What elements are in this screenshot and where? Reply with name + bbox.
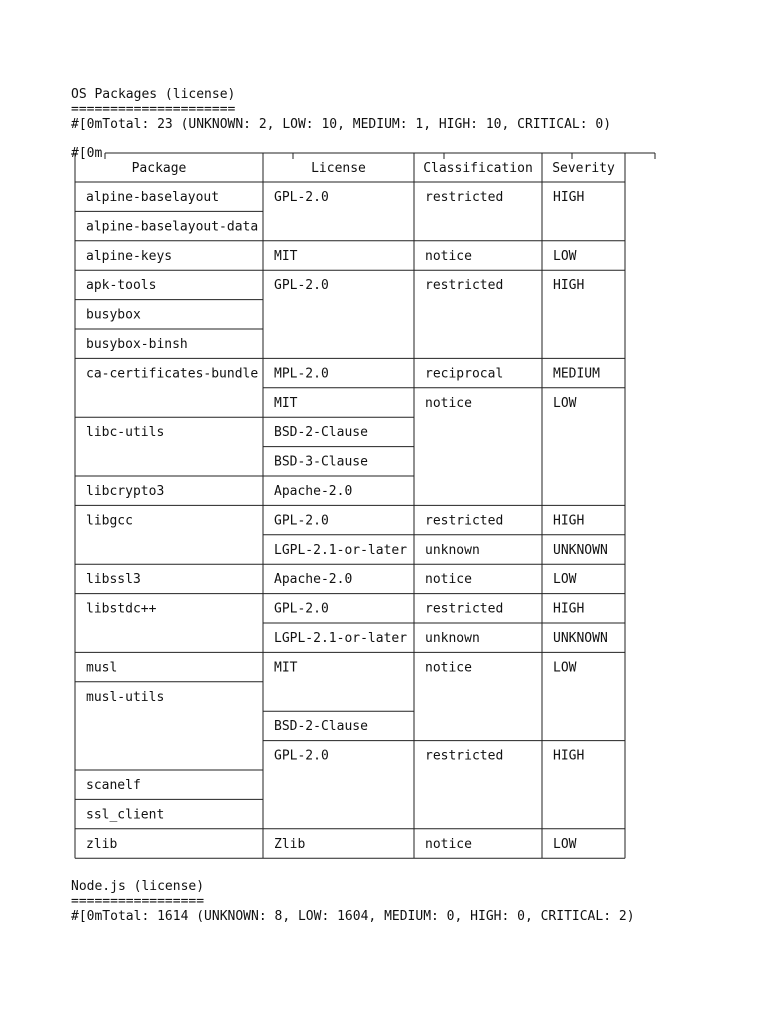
license-cell: BSD-2-Clause [274, 719, 368, 735]
node-total-summary: #[0mTotal: 1614 (UNKNOWN: 8, LOW: 1604, MEDIUM: 0, HIGH: 0, CRITICAL: 2) [71, 909, 635, 924]
package-cell: alpine-keys [86, 248, 173, 264]
header-classification: Classification [423, 161, 533, 176]
package-cell: libcrypto3 [86, 484, 165, 499]
classification-cell: notice [425, 248, 472, 264]
severity-cell: HIGH [553, 190, 585, 205]
severity-cell: MEDIUM [553, 366, 600, 382]
package-cell: alpine-baselayout-data [86, 219, 259, 235]
classification-cell: notice [425, 836, 472, 852]
header-severity: Severity [552, 161, 615, 176]
package-cell: musl [86, 660, 118, 676]
os-total-summary: #[0mTotal: 23 (UNKNOWN: 2, LOW: 10, MEDIUM: 1, HIGH: 10, CRITICAL: 0) [71, 117, 612, 132]
package-cell: apk-tools [86, 278, 157, 294]
severity-cell: UNKNOWN [553, 631, 608, 646]
license-cell: GPL-2.0 [274, 278, 329, 294]
package-cell: busybox [86, 307, 141, 323]
license-cell: BSD-2-Clause [274, 425, 368, 441]
package-cell: libc-utils [86, 425, 165, 441]
license-cell: MPL-2.0 [274, 366, 329, 382]
severity-cell: LOW [553, 248, 577, 264]
severity-cell: HIGH [553, 278, 585, 294]
severity-cell: HIGH [553, 513, 585, 529]
package-cell: scanelf [86, 778, 141, 793]
severity-cell: HIGH [553, 601, 585, 617]
license-cell: MIT [274, 248, 298, 264]
classification-cell: restricted [425, 190, 504, 205]
severity-cell: LOW [553, 572, 577, 588]
package-cell: ca-certificates-bundle [86, 366, 259, 382]
package-cell: alpine-baselayout [86, 190, 220, 205]
severity-cell: LOW [553, 836, 577, 852]
severity-cell: UNKNOWN [553, 542, 608, 558]
severity-cell: LOW [553, 395, 577, 411]
package-cell: libssl3 [86, 572, 141, 588]
package-cell: zlib [86, 836, 118, 852]
license-cell: Zlib [274, 836, 306, 852]
package-cell: musl-utils [86, 689, 165, 705]
license-cell: GPL-2.0 [274, 513, 329, 529]
package-cell: busybox-binsh [86, 337, 188, 352]
classification-cell: unknown [425, 631, 480, 646]
node-section-title: Node.js (license) [71, 879, 205, 894]
severity-cell: LOW [553, 660, 577, 676]
os-section-underline: ===================== [71, 102, 236, 117]
license-cell: MIT [274, 395, 298, 411]
classification-cell: notice [425, 660, 472, 676]
header-license: License [311, 161, 366, 176]
classification-cell: restricted [425, 513, 504, 529]
license-cell: MIT [274, 660, 298, 676]
table-prefix-escape: #[0m [71, 146, 103, 161]
classification-cell: restricted [425, 278, 504, 294]
classification-cell: restricted [425, 601, 504, 617]
package-cell: libgcc [86, 513, 133, 529]
classification-cell: unknown [425, 542, 480, 558]
os-section-title: OS Packages (license) [71, 87, 236, 102]
package-cell: libstdc++ [86, 601, 157, 617]
license-cell: LGPL-2.1-or-later [274, 542, 408, 558]
classification-cell: reciprocal [425, 366, 504, 382]
severity-cell: HIGH [553, 748, 585, 764]
license-cell: GPL-2.0 [274, 601, 329, 617]
license-cell: BSD-3-Clause [274, 454, 368, 470]
license-cell: Apache-2.0 [274, 572, 353, 588]
classification-cell: restricted [425, 748, 504, 764]
classification-cell: notice [425, 572, 472, 588]
license-cell: Apache-2.0 [274, 484, 353, 499]
header-package: Package [131, 161, 187, 176]
license-cell: GPL-2.0 [274, 748, 329, 764]
license-cell: LGPL-2.1-or-later [274, 631, 408, 646]
license-cell: GPL-2.0 [274, 190, 329, 205]
node-section-underline: ================= [71, 894, 205, 909]
package-cell: ssl_client [86, 807, 165, 823]
classification-cell: notice [425, 395, 472, 411]
